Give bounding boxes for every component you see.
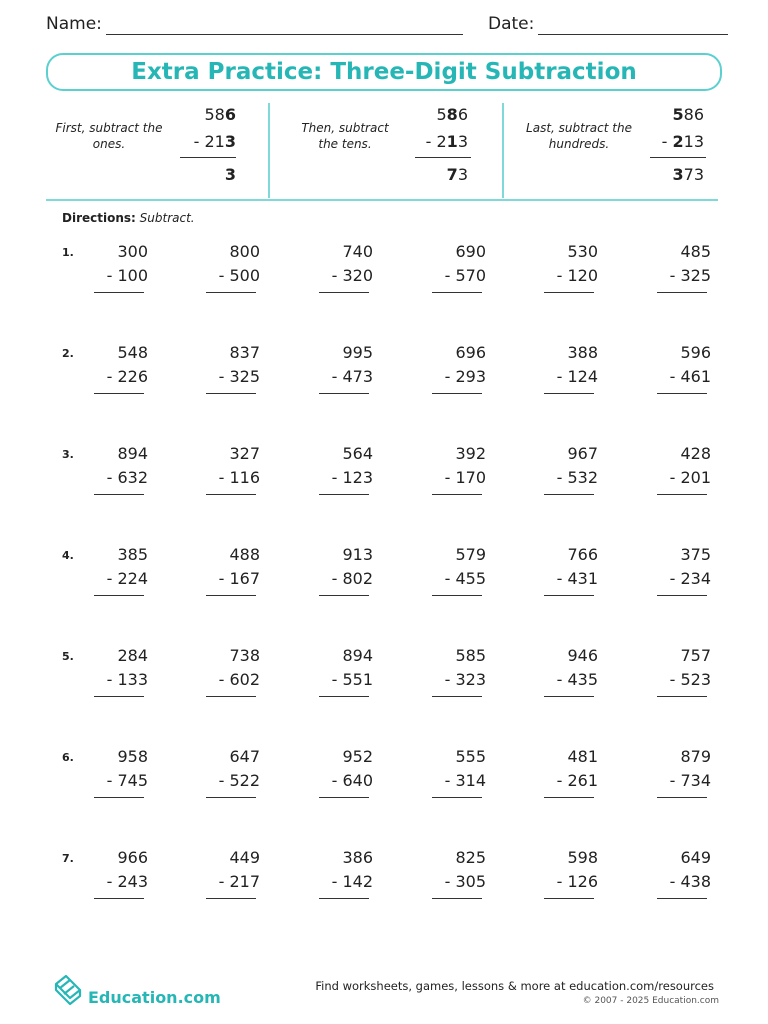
subtraction-problem xyxy=(94,444,154,500)
answer-line[interactable] xyxy=(94,494,144,495)
name-date-row xyxy=(46,10,728,38)
subtraction-problem xyxy=(432,545,492,601)
subtrahend: - 261 xyxy=(556,771,598,790)
subtrahend: - 323 xyxy=(444,670,486,689)
subtraction-problem xyxy=(94,848,154,904)
problem-row-number: 6. xyxy=(62,751,74,764)
subtrahend: - 320 xyxy=(331,266,373,285)
subtraction-problem xyxy=(319,444,379,500)
subtraction-problem xyxy=(206,545,266,601)
minuend: 488 xyxy=(229,545,260,564)
example-top-number: 586 xyxy=(204,105,236,124)
answer-line[interactable] xyxy=(319,898,369,899)
subtrahend: - 217 xyxy=(218,872,260,891)
minuend: 825 xyxy=(455,848,486,867)
subtrahend: - 305 xyxy=(444,872,486,891)
subtraction-problem xyxy=(206,646,266,702)
example-top-number: 586 xyxy=(672,105,704,124)
directions-text: Subtract. xyxy=(139,211,195,225)
worked-examples xyxy=(46,103,718,200)
subtrahend: - 802 xyxy=(331,569,373,588)
minuend: 649 xyxy=(680,848,711,867)
answer-line[interactable] xyxy=(432,595,482,596)
minuend: 579 xyxy=(455,545,486,564)
answer-line[interactable] xyxy=(319,494,369,495)
subtrahend: - 126 xyxy=(556,872,598,891)
subtrahend: - 243 xyxy=(106,872,148,891)
answer-line[interactable] xyxy=(657,797,707,798)
answer-line[interactable] xyxy=(432,797,482,798)
subtraction-problem xyxy=(657,343,717,399)
answer-line[interactable] xyxy=(206,595,256,596)
minuend: 952 xyxy=(342,747,373,766)
answer-line[interactable] xyxy=(206,797,256,798)
minuend: 647 xyxy=(229,747,260,766)
example-answer: 73 xyxy=(446,165,468,184)
subtraction-problem xyxy=(319,747,379,803)
answer-line[interactable] xyxy=(94,898,144,899)
subtraction-problem xyxy=(319,343,379,399)
answer-line[interactable] xyxy=(657,393,707,394)
answer-line[interactable] xyxy=(319,393,369,394)
subtrahend: - 438 xyxy=(669,872,711,891)
subtrahend: - 500 xyxy=(218,266,260,285)
minuend: 596 xyxy=(680,343,711,362)
answer-line[interactable] xyxy=(206,898,256,899)
education-logo xyxy=(52,972,221,1012)
subtraction-problem xyxy=(206,242,266,298)
answer-line[interactable] xyxy=(432,393,482,394)
subtraction-problem xyxy=(94,545,154,601)
subtraction-problem xyxy=(657,747,717,803)
subtrahend: - 745 xyxy=(106,771,148,790)
minuend: 385 xyxy=(117,545,148,564)
minuend: 449 xyxy=(229,848,260,867)
subtraction-problem xyxy=(544,848,604,904)
example-answer: 373 xyxy=(672,165,704,184)
minuend: 757 xyxy=(680,646,711,665)
directions xyxy=(62,211,195,225)
subtrahend: - 435 xyxy=(556,670,598,689)
example-hundreds xyxy=(494,103,718,200)
subtrahend: - 640 xyxy=(331,771,373,790)
subtrahend: - 100 xyxy=(106,266,148,285)
answer-line[interactable] xyxy=(206,393,256,394)
minuend: 585 xyxy=(455,646,486,665)
problem-row-number: 4. xyxy=(62,549,74,562)
education-logo-icon xyxy=(52,972,84,1008)
answer-line[interactable] xyxy=(94,393,144,394)
example-answer: 3 xyxy=(224,165,236,184)
subtrahend: - 167 xyxy=(218,569,260,588)
subtrahend: - 523 xyxy=(669,670,711,689)
minuend: 995 xyxy=(342,343,373,362)
subtraction-problem xyxy=(544,747,604,803)
subtraction-problem xyxy=(544,545,604,601)
minuend: 300 xyxy=(117,242,148,261)
footer-copyright: © 2007 - 2025 Education.com xyxy=(582,996,719,1006)
answer-line[interactable] xyxy=(432,696,482,697)
subtrahend: - 522 xyxy=(218,771,260,790)
subtrahend: - 473 xyxy=(331,367,373,386)
subtraction-problem xyxy=(206,444,266,500)
answer-line[interactable] xyxy=(432,898,482,899)
name-label: Name: xyxy=(46,14,102,34)
subtrahend: - 455 xyxy=(444,569,486,588)
example-instruction: Then, subtract the tens. xyxy=(301,121,389,151)
answer-line[interactable] xyxy=(94,292,144,293)
answer-line[interactable] xyxy=(319,595,369,596)
subtraction-problem xyxy=(206,848,266,904)
minuend: 966 xyxy=(117,848,148,867)
subtrahend: - 124 xyxy=(556,367,598,386)
subtraction-problem xyxy=(94,343,154,399)
answer-line[interactable] xyxy=(319,292,369,293)
minuend: 375 xyxy=(680,545,711,564)
subtrahend: - 116 xyxy=(218,468,260,487)
subtraction-problem xyxy=(544,343,604,399)
subtrahend: - 226 xyxy=(106,367,148,386)
minuend: 327 xyxy=(229,444,260,463)
minuend: 800 xyxy=(229,242,260,261)
subtraction-problem xyxy=(206,747,266,803)
example-instruction: Last, subtract the hundreds. xyxy=(526,121,632,151)
subtraction-problem xyxy=(94,747,154,803)
minuend: 913 xyxy=(342,545,373,564)
minuend: 837 xyxy=(229,343,260,362)
answer-line[interactable] xyxy=(544,393,594,394)
subtrahend: - 551 xyxy=(331,670,373,689)
minuend: 548 xyxy=(117,343,148,362)
answer-line[interactable] xyxy=(94,797,144,798)
subtraction-problem xyxy=(206,343,266,399)
answer-line[interactable] xyxy=(544,898,594,899)
example-tens xyxy=(270,103,494,200)
examples-bottom-border xyxy=(46,199,718,201)
subtraction-problem xyxy=(319,545,379,601)
answer-line[interactable] xyxy=(206,494,256,495)
subtraction-problem xyxy=(657,242,717,298)
subtrahend: - 120 xyxy=(556,266,598,285)
subtrahend: - 461 xyxy=(669,367,711,386)
answer-line[interactable] xyxy=(544,494,594,495)
example-bottom-number: - 213 xyxy=(661,132,704,151)
subtrahend: - 224 xyxy=(106,569,148,588)
minuend: 485 xyxy=(680,242,711,261)
subtrahend: - 314 xyxy=(444,771,486,790)
answer-line[interactable] xyxy=(94,696,144,697)
answer-line[interactable] xyxy=(657,898,707,899)
example-top-number: 586 xyxy=(436,105,468,124)
minuend: 481 xyxy=(567,747,598,766)
minuend: 428 xyxy=(680,444,711,463)
subtrahend: - 734 xyxy=(669,771,711,790)
page-title: Extra Practice: Three-Digit Subtraction xyxy=(131,59,637,85)
answer-line[interactable] xyxy=(657,292,707,293)
minuend: 690 xyxy=(455,242,486,261)
minuend: 555 xyxy=(455,747,486,766)
title-banner xyxy=(46,53,722,91)
problem-row-number: 7. xyxy=(62,852,74,865)
subtraction-problem xyxy=(544,444,604,500)
minuend: 894 xyxy=(117,444,148,463)
answer-line[interactable] xyxy=(544,292,594,293)
minuend: 766 xyxy=(567,545,598,564)
minuend: 386 xyxy=(342,848,373,867)
subtraction-problem xyxy=(432,747,492,803)
minuend: 388 xyxy=(567,343,598,362)
minuend: 894 xyxy=(342,646,373,665)
date-field[interactable] xyxy=(538,34,728,35)
subtraction-problem xyxy=(94,646,154,702)
subtraction-problem xyxy=(319,848,379,904)
minuend: 967 xyxy=(567,444,598,463)
answer-line[interactable] xyxy=(657,595,707,596)
subtraction-problem xyxy=(544,646,604,702)
logo-wordmark: Education.com xyxy=(88,988,221,1007)
subtrahend: - 293 xyxy=(444,367,486,386)
subtraction-problem xyxy=(657,848,717,904)
date-label: Date: xyxy=(488,14,535,34)
answer-line[interactable] xyxy=(432,292,482,293)
example-answer-line xyxy=(650,157,706,158)
answer-line[interactable] xyxy=(544,696,594,697)
minuend: 284 xyxy=(117,646,148,665)
example-bottom-number: - 213 xyxy=(193,132,236,151)
minuend: 530 xyxy=(567,242,598,261)
example-ones xyxy=(46,103,270,200)
problem-row-number: 1. xyxy=(62,246,74,259)
subtrahend: - 201 xyxy=(669,468,711,487)
minuend: 738 xyxy=(229,646,260,665)
footer-promo: Find worksheets, games, lessons & more at education.com/resources xyxy=(315,979,714,993)
subtraction-problem xyxy=(657,646,717,702)
answer-line[interactable] xyxy=(657,696,707,697)
problem-row-number: 3. xyxy=(62,448,74,461)
subtrahend: - 325 xyxy=(669,266,711,285)
subtrahend: - 325 xyxy=(218,367,260,386)
subtraction-problem xyxy=(544,242,604,298)
answer-line[interactable] xyxy=(544,797,594,798)
answer-line[interactable] xyxy=(657,494,707,495)
answer-line[interactable] xyxy=(319,696,369,697)
subtraction-problem xyxy=(657,444,717,500)
minuend: 946 xyxy=(567,646,598,665)
minuend: 696 xyxy=(455,343,486,362)
answer-line[interactable] xyxy=(206,292,256,293)
subtrahend: - 570 xyxy=(444,266,486,285)
minuend: 740 xyxy=(342,242,373,261)
problem-row-number: 2. xyxy=(62,347,74,360)
answer-line[interactable] xyxy=(544,595,594,596)
subtraction-problem xyxy=(319,242,379,298)
subtraction-problem xyxy=(432,242,492,298)
example-instruction: First, subtract the ones. xyxy=(55,121,163,151)
subtrahend: - 632 xyxy=(106,468,148,487)
subtraction-problem xyxy=(432,444,492,500)
answer-line[interactable] xyxy=(432,494,482,495)
minuend: 392 xyxy=(455,444,486,463)
answer-line[interactable] xyxy=(319,797,369,798)
answer-line[interactable] xyxy=(206,696,256,697)
subtraction-problem xyxy=(94,242,154,298)
example-answer-line xyxy=(415,157,471,158)
subtrahend: - 431 xyxy=(556,569,598,588)
directions-label: Directions: xyxy=(62,211,136,225)
answer-line[interactable] xyxy=(94,595,144,596)
subtrahend: - 133 xyxy=(106,670,148,689)
name-field[interactable] xyxy=(106,34,463,35)
subtrahend: - 142 xyxy=(331,872,373,891)
subtraction-problem xyxy=(657,545,717,601)
subtrahend: - 123 xyxy=(331,468,373,487)
minuend: 564 xyxy=(342,444,373,463)
subtraction-problem xyxy=(432,848,492,904)
subtrahend: - 532 xyxy=(556,468,598,487)
problem-row-number: 5. xyxy=(62,650,74,663)
subtrahend: - 602 xyxy=(218,670,260,689)
subtrahend: - 170 xyxy=(444,468,486,487)
minuend: 598 xyxy=(567,848,598,867)
subtraction-problem xyxy=(319,646,379,702)
subtrahend: - 234 xyxy=(669,569,711,588)
minuend: 958 xyxy=(117,747,148,766)
example-bottom-number: - 213 xyxy=(425,132,468,151)
example-answer-line xyxy=(180,157,236,158)
subtraction-problem xyxy=(432,343,492,399)
subtraction-problem xyxy=(432,646,492,702)
minuend: 879 xyxy=(680,747,711,766)
